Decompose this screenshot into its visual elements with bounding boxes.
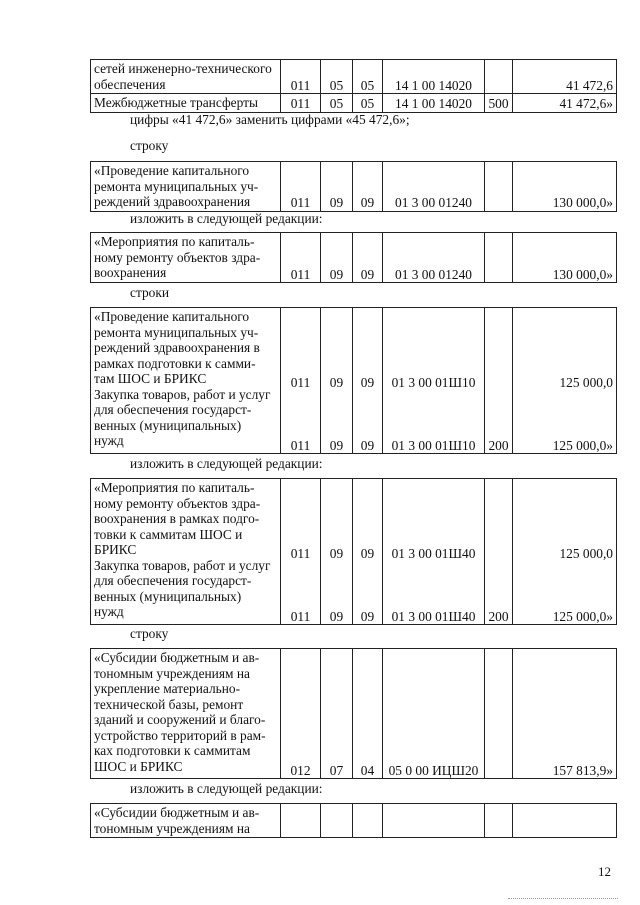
cell-subsection: [353, 804, 383, 838]
cell-target: 01 3 00 01240: [383, 233, 485, 283]
cell-section: 09: [321, 162, 353, 212]
cell-subsection: 05: [353, 94, 383, 113]
table-block-3: [90, 232, 617, 283]
row-name: «Проведение капитального ремонта муниципальных уч- реждений здравоохранения: [91, 162, 281, 212]
cell-target: 01 3 00 01Ш10 01 3 00 01Ш10: [383, 308, 485, 454]
instruction-text: строку: [130, 626, 169, 641]
cell-subsection: 09 09: [353, 308, 383, 454]
row-name: «Мероприятия по капиталь- ному ремонту объектов здра- воохранения: [91, 233, 281, 283]
cell-target: 05 0 00 ИЦШ20: [383, 649, 485, 779]
cell-ministry: [281, 804, 321, 838]
cell-ministry: 011 011: [281, 479, 321, 625]
cell-section: 09 09: [321, 479, 353, 625]
cell-amount: 130 000,0»: [513, 162, 617, 212]
cell-target: 01 3 00 01240: [383, 162, 485, 212]
cell-subsection: 09 09: [353, 479, 383, 625]
cell-amount: 41 472,6: [513, 60, 617, 94]
table-row: [91, 162, 617, 212]
instruction-text: строки: [130, 285, 170, 300]
table-row: [91, 804, 617, 838]
cell-type: 200: [485, 479, 513, 625]
row-name: Межбюджетные трансферты: [91, 94, 281, 113]
cell-target: [383, 804, 485, 838]
footer-divider: [508, 898, 618, 899]
cell-subsection: 04: [353, 649, 383, 779]
table-row: [91, 649, 617, 779]
cell-section: [321, 804, 353, 838]
cell-ministry: 011: [281, 60, 321, 94]
cell-section: 05: [321, 94, 353, 113]
cell-amount: 41 472,6»: [513, 94, 617, 113]
table-row: [91, 233, 617, 283]
instruction-text: изложить в следующей редакции:: [130, 211, 323, 226]
cell-section: 07: [321, 649, 353, 779]
cell-subsection: 05: [353, 60, 383, 94]
cell-type: [485, 649, 513, 779]
table-block-4: [90, 307, 617, 454]
cell-amount: 125 000,0 125 000,0»: [513, 479, 617, 625]
cell-amount: 130 000,0»: [513, 233, 617, 283]
table-block-5: [90, 478, 617, 625]
instruction-text: изложить в следующей редакции:: [130, 781, 323, 796]
table-row: [91, 94, 617, 113]
table-row: [91, 308, 617, 454]
instruction-text: строку: [130, 138, 169, 153]
table-row: [91, 479, 617, 625]
row-name: «Субсидии бюджетным и ав- тономным учреждениям на: [91, 804, 281, 838]
row-name: «Мероприятия по капиталь- ному ремонту объектов здра- воохранения в рамках подго- товки к саммитам ШОС и БРИКС Закупка товаров, работ и услуг для обеспечения государст- венных (муниципальных) нужд: [91, 479, 281, 625]
cell-ministry: 011: [281, 233, 321, 283]
table-block-6: [90, 648, 617, 779]
cell-ministry: 012: [281, 649, 321, 779]
row-name: сетей инженерно-технического обеспечения: [91, 60, 281, 94]
page-number: 12: [598, 864, 611, 879]
instruction-text: изложить в следующей редакции:: [130, 456, 323, 471]
table-block-7: [90, 803, 617, 838]
row-name: «Субсидии бюджетным и ав- тономным учреждениям на укрепление материально- технической базы, ремонт зданий и сооружений и благо- устройство территорий в рам- ках подготовки к саммитам ШОС и БРИКС: [91, 649, 281, 779]
cell-type: [485, 804, 513, 838]
cell-ministry: 011: [281, 162, 321, 212]
cell-amount: 125 000,0 125 000,0»: [513, 308, 617, 454]
table-block-1: [90, 59, 617, 113]
cell-type: [485, 162, 513, 212]
cell-amount: [513, 804, 617, 838]
cell-target: 14 1 00 14020: [383, 94, 485, 113]
cell-ministry: 011 011: [281, 308, 321, 454]
table-row: [91, 60, 617, 94]
cell-type: [485, 60, 513, 94]
cell-amount: 157 813,9»: [513, 649, 617, 779]
cell-type: 500: [485, 94, 513, 113]
cell-type: [485, 233, 513, 283]
instruction-text: цифры «41 472,6» заменить цифрами «45 472,6»;: [130, 112, 410, 127]
cell-section: 09: [321, 233, 353, 283]
cell-type: 200: [485, 308, 513, 454]
cell-section: 05: [321, 60, 353, 94]
cell-target: 01 3 00 01Ш40 01 3 00 01Ш40: [383, 479, 485, 625]
cell-ministry: 011: [281, 94, 321, 113]
cell-subsection: 09: [353, 162, 383, 212]
cell-section: 09 09: [321, 308, 353, 454]
cell-target: 14 1 00 14020: [383, 60, 485, 94]
table-block-2: [90, 161, 617, 212]
row-name: «Проведение капитального ремонта муниципальных уч- реждений здравоохранения в рамках подготовки к самми- там ШОС и БРИКС Закупка товаров, работ и услуг для обеспечения государст- венных (муниципальных) нужд: [91, 308, 281, 454]
cell-subsection: 09: [353, 233, 383, 283]
